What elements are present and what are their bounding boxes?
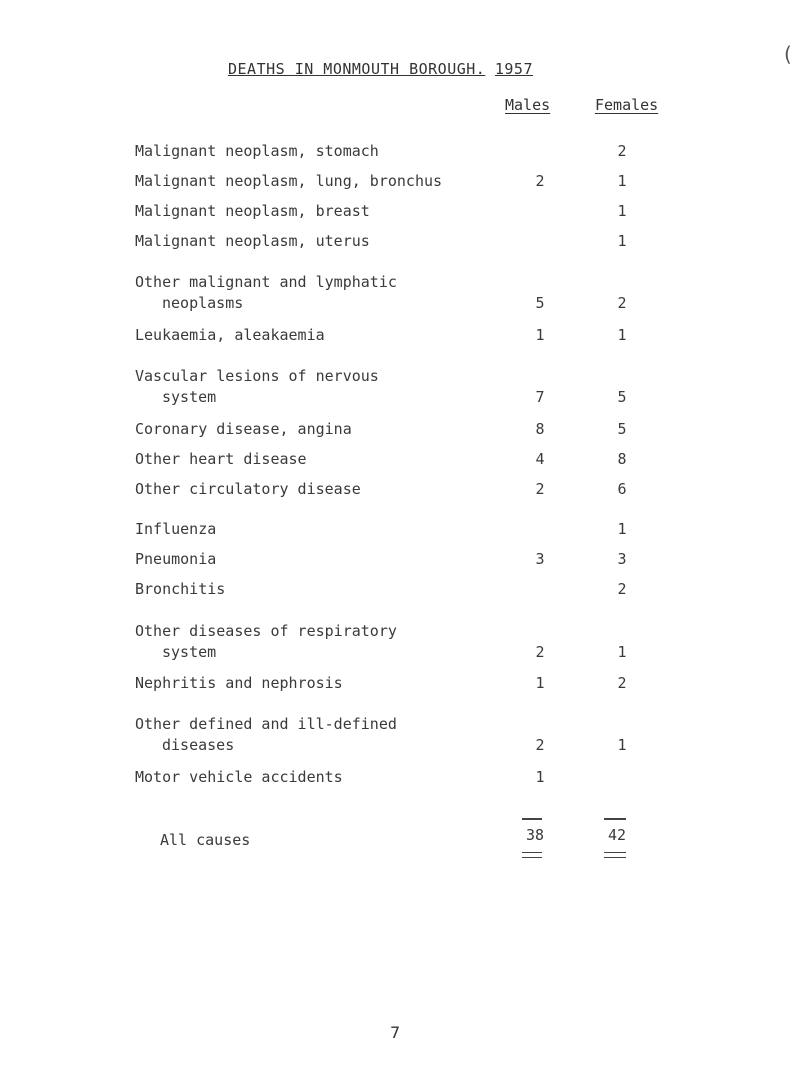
cause-label xyxy=(135,519,216,540)
females-count: 5 xyxy=(617,388,627,406)
total-females: 42 xyxy=(607,826,627,844)
females-count: 5 xyxy=(617,420,627,438)
males-count: 1 xyxy=(535,326,545,344)
females-count: 2 xyxy=(617,580,627,598)
cause-label xyxy=(135,141,379,162)
column-header-females: Females xyxy=(595,96,659,114)
females-count: 1 xyxy=(617,232,627,250)
males-count: 1 xyxy=(535,674,545,692)
cause-label-line: Motor vehicle accidents xyxy=(135,768,343,786)
males-count: 2 xyxy=(535,643,545,661)
males-count: 5 xyxy=(535,294,545,312)
document-title xyxy=(228,60,533,78)
cause-label-line: Malignant neoplasm, stomach xyxy=(135,142,379,160)
males-count: 7 xyxy=(535,388,545,406)
cause-label-line: Other defined and ill-defined xyxy=(135,715,397,733)
females-double-rule xyxy=(604,852,626,858)
females-total-rule xyxy=(604,818,626,820)
cause-label xyxy=(135,201,370,222)
cause-label xyxy=(135,171,442,192)
males-total-rule xyxy=(522,818,542,820)
males-count: 2 xyxy=(535,736,545,754)
cause-label xyxy=(135,549,216,570)
total-males: 38 xyxy=(525,826,545,844)
females-count: 6 xyxy=(617,480,627,498)
males-count: 3 xyxy=(535,550,545,568)
cause-label-line: Nephritis and nephrosis xyxy=(135,674,343,692)
title-year: 1957 xyxy=(494,60,533,78)
cause-label-line: Malignant neoplasm, lung, bronchus xyxy=(135,172,443,190)
females-count: 2 xyxy=(617,674,627,692)
cause-label-continuation: system xyxy=(162,643,217,661)
cause-label xyxy=(135,714,397,756)
cause-label xyxy=(135,449,307,470)
cause-label xyxy=(135,366,379,408)
cause-label-line: Bronchitis xyxy=(135,580,226,598)
cause-label xyxy=(135,419,352,440)
cause-label-line: Other circulatory disease xyxy=(135,480,361,498)
females-count: 1 xyxy=(617,172,627,190)
males-count: 2 xyxy=(535,480,545,498)
corner-mark: ( xyxy=(784,42,792,66)
females-count: 1 xyxy=(617,202,627,220)
cause-label-line: Other diseases of respiratory xyxy=(135,622,397,640)
title-text: DEATHS IN MONMOUTH BOROUGH. xyxy=(228,60,486,78)
column-header-males: Males xyxy=(505,96,551,114)
females-count: 3 xyxy=(617,550,627,568)
females-count: 1 xyxy=(617,736,627,754)
cause-label xyxy=(135,231,370,252)
cause-label-line: Coronary disease, angina xyxy=(135,420,352,438)
cause-label-line: Other heart disease xyxy=(135,450,307,468)
cause-label xyxy=(135,325,325,346)
females-count: 8 xyxy=(617,450,627,468)
females-count: 2 xyxy=(617,142,627,160)
males-count: 1 xyxy=(535,768,545,786)
cause-label-line: Malignant neoplasm, breast xyxy=(135,202,370,220)
cause-label-line: Pneumonia xyxy=(135,550,217,568)
males-double-rule xyxy=(522,852,542,858)
cause-label xyxy=(135,621,397,663)
cause-label xyxy=(135,767,343,788)
males-count: 2 xyxy=(535,172,545,190)
cause-label xyxy=(135,479,361,500)
cause-label-line: Leukaemia, aleakaemia xyxy=(135,326,325,344)
females-count: 2 xyxy=(617,294,627,312)
males-count: 8 xyxy=(535,420,545,438)
cause-label-line: Other malignant and lymphatic xyxy=(135,273,397,291)
cause-label-continuation: system xyxy=(162,388,217,406)
cause-label-continuation: diseases xyxy=(162,736,235,754)
females-count: 1 xyxy=(617,326,627,344)
cause-label xyxy=(135,673,343,694)
females-count: 1 xyxy=(617,520,627,538)
cause-label-line: Influenza xyxy=(135,520,217,538)
females-count: 1 xyxy=(617,643,627,661)
total-label: All causes xyxy=(160,831,251,849)
cause-label-line: Vascular lesions of nervous xyxy=(135,367,379,385)
cause-label xyxy=(135,579,225,600)
males-count: 4 xyxy=(535,450,545,468)
cause-label-continuation: neoplasms xyxy=(162,294,244,312)
cause-label xyxy=(135,272,397,314)
page-number: 7 xyxy=(390,1023,401,1042)
cause-label-line: Malignant neoplasm, uterus xyxy=(135,232,370,250)
